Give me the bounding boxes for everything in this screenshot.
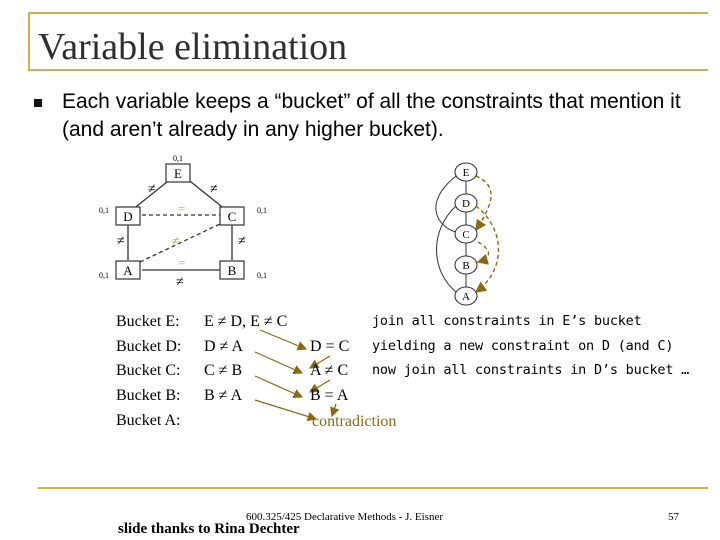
- bucket-label: Bucket E:: [116, 313, 180, 330]
- result-b-eq-a: B = A: [310, 387, 349, 404]
- node-c: [220, 206, 267, 225]
- note-join-d: now join all constraints in D’s bucket …: [372, 362, 690, 378]
- svg-text:D: D: [462, 198, 470, 210]
- edge-e-c: [186, 178, 226, 210]
- arrow-b-to-contradiction: [255, 400, 316, 419]
- arrow-d-to-ac: [255, 352, 302, 373]
- arrow-c-to-ba: [255, 376, 302, 397]
- arrow-e-to-dc: [260, 330, 306, 349]
- svg-text:0,1: 0,1: [257, 206, 267, 215]
- note-new-constraint: yielding a new constraint on D (and C): [372, 338, 674, 354]
- svg-text:C: C: [462, 229, 470, 241]
- edge-label-ab-neq: ≠: [176, 275, 184, 290]
- node-d: [99, 206, 140, 225]
- bullet-text: Each variable keeps a “bucket” of all the constraints that mention it (and aren’t already in any higher bucket).: [62, 90, 681, 141]
- svg-text:0,1: 0,1: [99, 271, 109, 280]
- svg-text:A: A: [462, 291, 470, 303]
- svg-text:0,1: 0,1: [99, 206, 109, 215]
- result-d-eq-c: D = C: [310, 338, 350, 355]
- svg-text:B: B: [227, 263, 237, 278]
- node-e: [166, 154, 190, 182]
- edge-label-ed: ≠: [148, 182, 156, 197]
- bucket-label: Bucket B:: [116, 387, 181, 404]
- result-a-neq-c: A ≠ C: [310, 362, 349, 379]
- node-a: [99, 261, 140, 280]
- svg-text:E: E: [462, 167, 470, 179]
- note-join-e: join all constraints in E’s bucket: [372, 313, 642, 329]
- bucket-label: Bucket D:: [116, 338, 182, 355]
- svg-text:E: E: [174, 166, 182, 181]
- bucket-label: Bucket C:: [116, 362, 181, 379]
- page-number: 57: [668, 511, 679, 523]
- edge-label-ab-eq: =: [178, 255, 186, 270]
- edge-label-dc: =: [178, 201, 186, 216]
- edge-label-cb: ≠: [238, 234, 246, 249]
- slide-credit: slide thanks to Rina Dechter: [118, 521, 300, 537]
- svg-text:0,1: 0,1: [173, 154, 183, 163]
- edge-label-ec: ≠: [210, 182, 218, 197]
- bucket-constraints: B ≠ A: [204, 387, 243, 404]
- svg-text:A: A: [123, 263, 133, 278]
- ordering-chain: [436, 163, 499, 305]
- svg-text:D: D: [123, 209, 133, 224]
- edge-label-da: ≠: [117, 234, 125, 249]
- bucket-constraints: D ≠ A: [204, 338, 244, 355]
- slide-title: Variable elimination: [38, 26, 348, 68]
- bucket-constraints: C ≠ B: [204, 362, 243, 379]
- bucket-constraints: E ≠ D, E ≠ C: [204, 313, 288, 330]
- svg-text:C: C: [227, 209, 237, 224]
- node-b: [220, 261, 267, 280]
- result-contradiction: contradiction: [312, 413, 397, 430]
- bucket-label: Bucket A:: [116, 412, 181, 429]
- svg-text:0,1: 0,1: [257, 271, 267, 280]
- edge-label-ac: ≠: [172, 233, 180, 248]
- footer-text: 600.325/425 Declarative Methods - J. Eisner: [246, 511, 444, 523]
- svg-text:B: B: [462, 260, 470, 272]
